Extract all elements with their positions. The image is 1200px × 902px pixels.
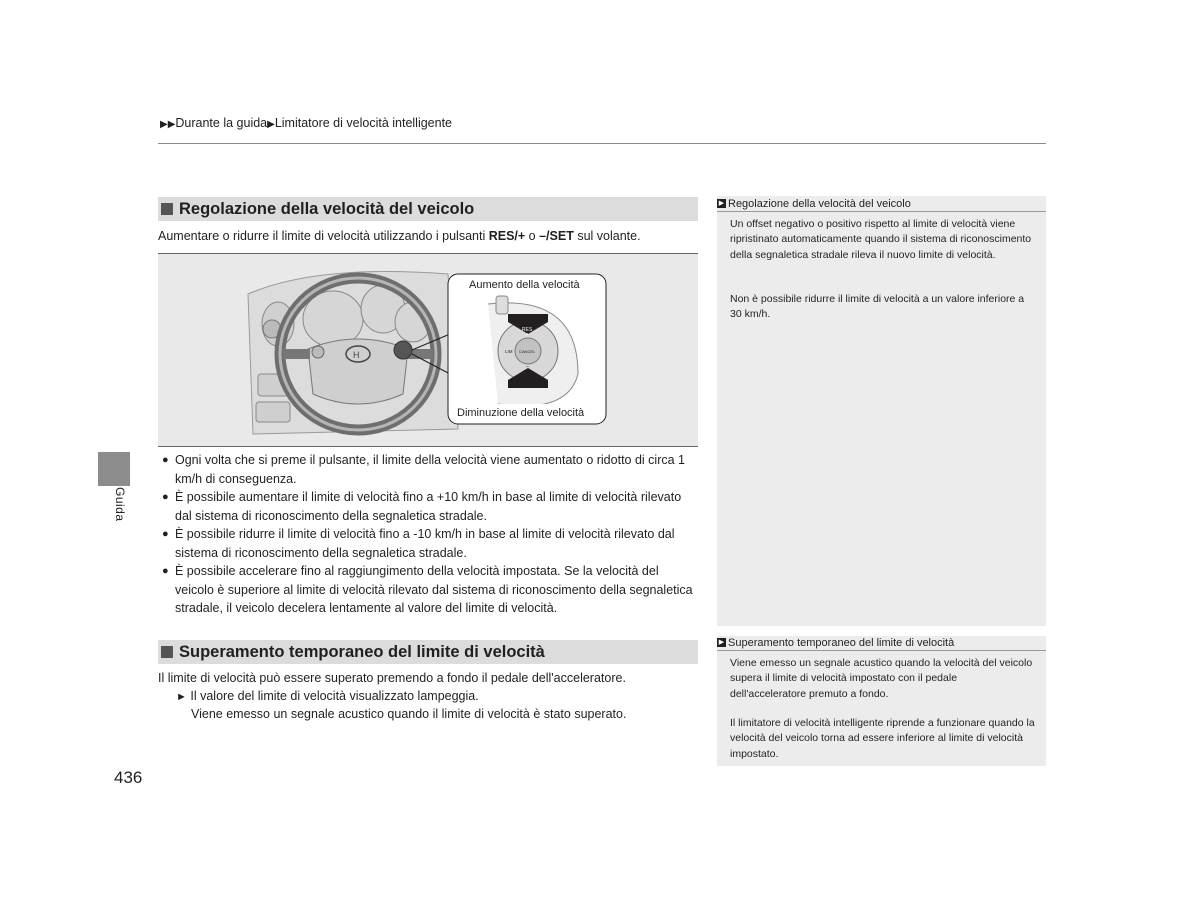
bullet-text: È possibile accelerare fino al raggiungimento della velocità impostata. Se la velocità del veicolo è superiore al limite di velocità rilevato dal sistema di riconoscimento della segnaletica stradale, il veicolo decelera lentamente al valore del limite di velocità. xyxy=(175,564,693,615)
section2-line1: Il limite di velocità può essere superato premendo a fondo il pedale dell'acceleratore. xyxy=(158,671,626,685)
sidebar-note1-title: Regolazione della velocità del veicolo xyxy=(728,197,911,210)
header-divider xyxy=(158,143,1046,144)
reference-icon: ▶ xyxy=(718,639,725,646)
chapter-tab xyxy=(98,452,130,486)
sidebar-note2-p2: Il limitatore di velocità intelligente riprende a funzionare quando la velocità del veicolo torna ad essere inferiore al limite di velocità impostato. xyxy=(730,717,1035,760)
bullet-dot-icon: ● xyxy=(162,491,169,503)
btn-minus-text: – xyxy=(526,364,529,370)
breadcrumb-part2: Limitatore di velocità intelligente xyxy=(274,116,453,130)
breadcrumb xyxy=(160,116,452,130)
btn-plus-text: + xyxy=(526,332,529,338)
bullet-dot-icon: ● xyxy=(162,528,169,540)
intro-post: sul volante. xyxy=(573,229,641,243)
bullet-text: È possibile aumentare il limite di velocità fino a +10 km/h in base al limite di velocità rilevato dal sistema di riconoscimento della segnaletica stradale. xyxy=(175,490,682,523)
minus-set-label: –/SET xyxy=(539,229,574,243)
bullet-dot-icon: ● xyxy=(162,565,169,577)
btn-lim-text: LIM xyxy=(505,349,513,354)
square-bullet-icon xyxy=(161,203,173,215)
reference-icon: ▶ xyxy=(718,200,725,207)
section2-heading xyxy=(158,640,698,664)
svg-text:H: H xyxy=(353,350,360,360)
res-plus-label: RES/+ xyxy=(488,229,526,243)
bullet-dot-icon: ● xyxy=(162,454,169,466)
bullet-text: È possibile ridurre il limite di velocità fino a -10 km/h in base al limite di velocità rilevato dal sistema di riconoscimento della segnaletica stradale. xyxy=(175,527,675,560)
section2-line3: Viene emesso un segnale acustico quando il limite di velocità è stato superato. xyxy=(191,707,627,721)
sidebar-note1-p2: Non è possibile ridurre il limite di velocità a un valore inferiore a 30 km/h. xyxy=(730,293,1025,321)
steering-wheel-figure xyxy=(158,253,698,447)
sidebar-note2-title: Superamento temporaneo del limite di velocità xyxy=(728,636,955,649)
label-speed-down: Diminuzione della velocità xyxy=(457,407,585,419)
btn-cancel-text: CANCEL xyxy=(519,349,536,354)
intro-mid: o xyxy=(525,229,540,243)
sidebar-note2-p1: Viene emesso un segnale acustico quando la velocità del veicolo supera il limite di velocità impostato con il pedale dell'acceleratore premuto a fondo. xyxy=(730,657,1033,700)
double-triangle-icon: ▶▶ xyxy=(160,119,176,130)
triangle-icon: ▶ xyxy=(267,119,275,130)
chapter-tab-label: Guida xyxy=(113,487,127,522)
list-item xyxy=(160,562,700,618)
list-item xyxy=(160,451,700,488)
section2-line2 xyxy=(176,687,479,707)
steering-wheel-illustration xyxy=(158,254,698,446)
sidebar-note2-heading xyxy=(717,635,1046,651)
sidebar-note1-p1: Un offset negativo o positivo rispetto al limite di velocità viene ripristinato automaticamente quando il sistema di riconoscimento della segnaletica stradale rileva il nuovo limite di velocità. xyxy=(730,218,1032,261)
section2-line2-text: Il valore del limite di velocità visualizzato lampeggia. xyxy=(190,689,479,703)
page-number: 436 xyxy=(114,768,143,787)
arrow-right-icon: ► xyxy=(176,691,187,703)
btn-res-text: RES xyxy=(522,327,533,333)
btn-set-text: SET xyxy=(523,369,532,374)
bullet-text: Ogni volta che si preme il pulsante, il limite della velocità viene aumentato o ridotto di circa 1 km/h di conseguenza. xyxy=(175,453,685,486)
label-speed-up: Aumento della velocità xyxy=(469,279,580,291)
section1-heading xyxy=(158,197,698,221)
section1-bullet-list xyxy=(160,451,700,618)
section2-title: Superamento temporaneo del limite di velocità xyxy=(179,642,545,661)
sidebar-note1-heading xyxy=(717,196,1046,212)
intro-text: Aumentare o ridurre il limite di velocità utilizzando i pulsanti xyxy=(158,229,489,243)
section1-intro xyxy=(158,227,641,246)
section1-title: Regolazione della velocità del veicolo xyxy=(179,199,475,218)
list-item xyxy=(160,525,700,562)
breadcrumb-part1: Durante la guida xyxy=(175,116,268,130)
list-item xyxy=(160,488,700,525)
square-bullet-icon xyxy=(161,646,173,658)
